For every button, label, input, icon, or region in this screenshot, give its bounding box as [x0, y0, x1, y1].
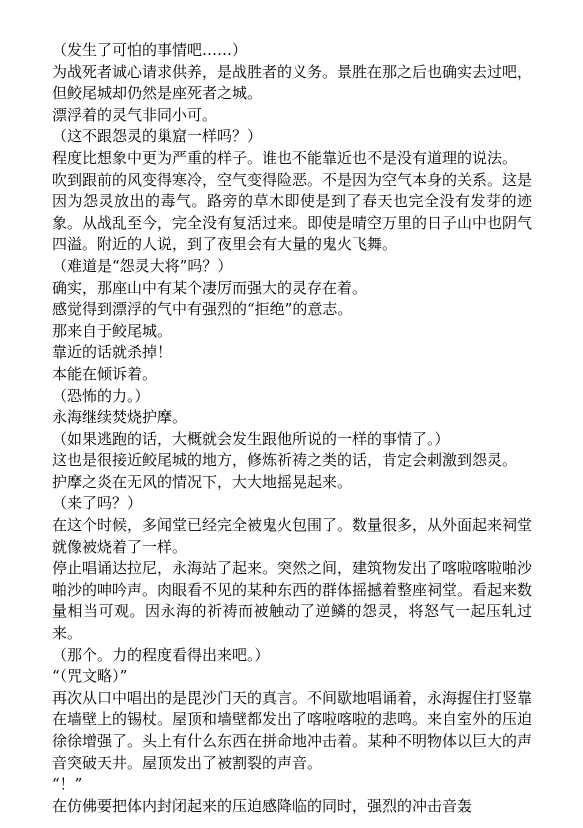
paragraph: 那来自于鲛尾城。 [52, 321, 173, 340]
paragraph: 确实，那座山中有某个凄厉而强大的灵存在着。 [52, 278, 368, 297]
paragraph: 停止唱诵达拉尼，永海站了起来。突然之间，建筑物发出了喀啦喀啦啪沙啪沙的呻吟声。肉眼看不见的某种东西的群体摇撼着整座祠堂。看起来数量相当可观。因永海的祈祷而被触动了逆鳞的怨灵，将怒气一起压轧过来。 [52, 559, 533, 643]
paragraph: 护摩之炎在无风的情况下，大大地摇晃起来。 [52, 472, 353, 491]
paragraph: （那个。力的程度看得出来吧。） [52, 645, 270, 664]
paragraph: （恐怖的力。） [52, 386, 150, 405]
paragraph: 在这个时候，多闻堂已经完全被鬼火包围了。数量很多，从外面起来祠堂就像被烧着了一样。 [52, 516, 533, 556]
paragraph: 永海继续焚烧护摩。 [52, 408, 188, 427]
paragraph: 漂浮着的灵气非同小可。 [52, 105, 218, 124]
paragraph: 感觉得到漂浮的气中有强烈的“拒绝”的意志。 [52, 300, 353, 319]
paragraph: 靠近的话就杀掉！ [52, 343, 173, 362]
document-page [52, 40, 532, 817]
paragraph: 程度比想象中更为严重的样子。谁也不能靠近也不是没有道理的说法。 [52, 148, 518, 167]
paragraph: 这也是很接近鲛尾城的地方，修炼祈祷之类的话，肯定会刺激到怨灵。 [52, 451, 518, 470]
paragraph: 再次从口中唱出的是毘沙门天的真言。不间歇地唱诵着，永海握住打竖靠在墙壁上的锡杖。屋顶和墙壁都发出了喀啦喀啦的悲鸣。来自室外的压迫徐徐增强了。头上有什么东西在拼命地冲击着。某种不明物体以巨大的声音突破天井。屋顶发出了被割裂的声音。 [52, 688, 533, 772]
paragraph: 在仿佛要把体内封闭起来的压迫感降临的同时，强烈的冲击音轰 [52, 796, 473, 815]
paragraph: “！” [52, 775, 83, 794]
paragraph: （难道是“怨灵大将”吗？） [52, 256, 233, 275]
paragraph: 为战死者诚心请求供养，是战胜者的义务。景胜在那之后也确实去过吧，但鲛尾城却仍然是座死者之城。 [52, 62, 533, 103]
paragraph: （这不跟怨灵的巢窟一样吗？） [52, 127, 263, 146]
paragraph: 吹到跟前的风变得寒冷，空气变得险恶。不是因为空气本身的关系。这是因为怨灵放出的毒气。路旁的草木即使是到了春天也完全没有发芽的迹象。从战乱至今，完全没有复活过来。即使是晴空万里的日子山中也阴气四溢。附近的人说，到了夜里会有大量的鬼火飞舞。 [52, 170, 533, 254]
paragraph: “（咒文略）” [52, 667, 128, 686]
paragraph: （如果逃跑的话，大概就会发生跟他所说的一样的事情了。） [52, 429, 450, 448]
paragraph: （发生了可怕的事情吧……） [52, 41, 248, 59]
paragraph: （来了吗？） [52, 494, 143, 513]
paragraph: 本能在倾诉着。 [52, 364, 158, 383]
